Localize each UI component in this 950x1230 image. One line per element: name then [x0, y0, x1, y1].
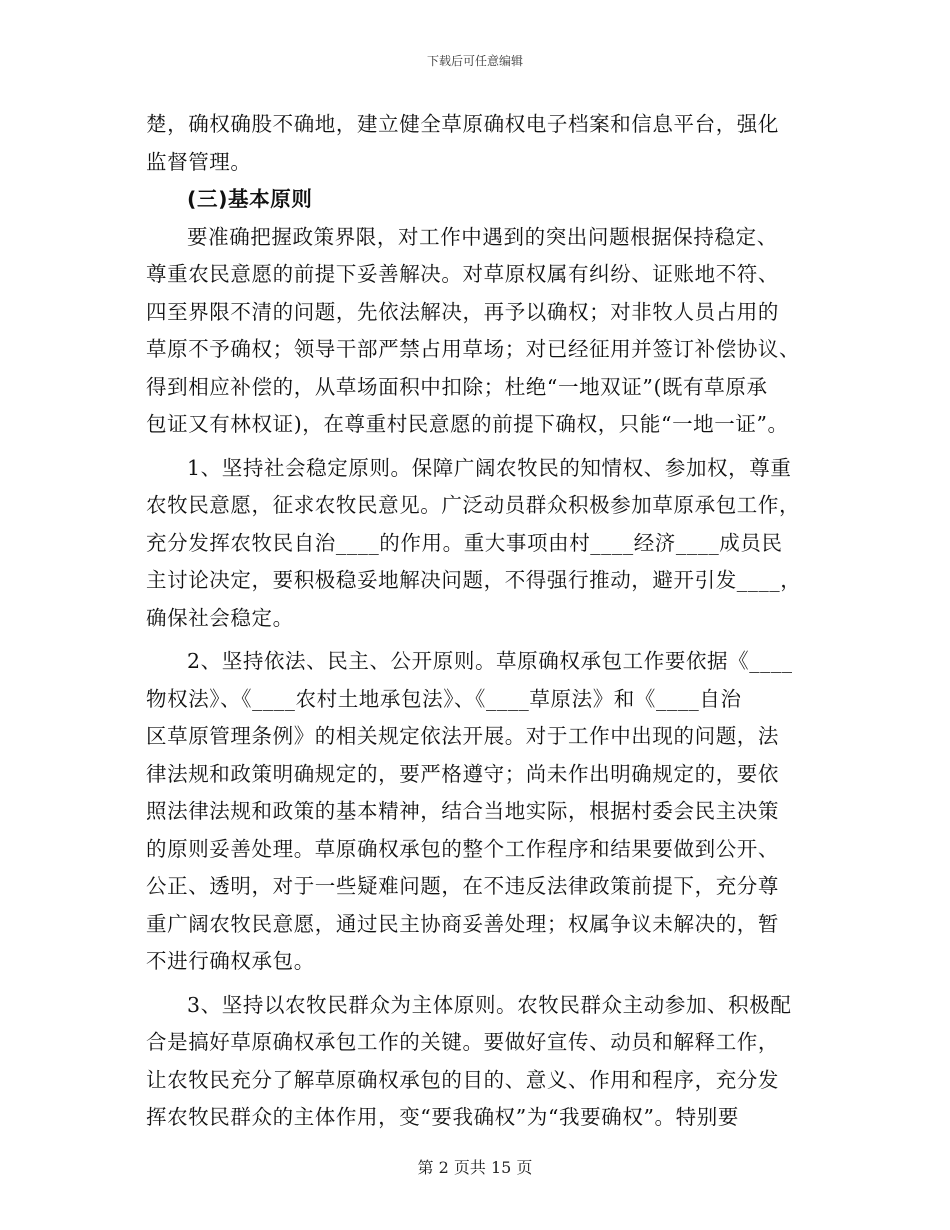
text-line: 要准确把握政策界限，对工作中遇到的突出问题根据保持稳定、	[187, 224, 778, 249]
text-line: 区草原管理条例》的相关规定依法开展。对于工作中出现的问题，法	[146, 724, 779, 748]
paragraph	[146, 987, 826, 1137]
paragraph	[146, 450, 826, 638]
text-line: 挥农牧民群众的主体作用，变“要我确权”为“我要确权”。特别要	[146, 1105, 739, 1129]
text-line: 律法规和政策明确规定的，要严格遵守；尚未作出明确规定的，要依	[146, 761, 779, 786]
text-line: 不进行确权承包。	[146, 949, 315, 973]
text-line: 得到相应补偿的，从草场面积中扣除；杜绝“一地双证”(既有草原承	[146, 374, 768, 399]
text-line: 1、坚持社会稳定原则。保障广阔农牧民的知情权、参加权，尊重	[187, 455, 792, 480]
text-line: 物权法》、《____农村土地承包法》、《____草原法》和《____自治	[146, 686, 742, 711]
text-line: 合是搞好草原确权承包工作的关键。要做好宣传、动员和解释工作，	[146, 1030, 779, 1054]
text-line: 的原则妥善处理。草原确权承包的整个工作程序和结果要做到公开、	[146, 836, 779, 861]
text-line: 重广阔农牧民意愿，通过民主协商妥善处理；权属争议未解决的，暂	[146, 911, 779, 936]
text-line: 充分发挥农牧民自治____的作用。重大事项由村____经济____成员民	[146, 530, 783, 555]
text-line: 包证又有林权证)，在尊重村民意愿的前提下确权，只能“一地一证”。	[146, 412, 789, 436]
text-line: 公正、透明，对于一些疑难问题，在不违反法律政策前提下，充分尊	[146, 874, 779, 898]
text-line: 草原不予确权；领导干部严禁占用草场；对已经征用并签订补偿协议、	[146, 337, 801, 361]
text-line: 农牧民意愿，征求农牧民意见。广泛动员群众积极参加草原承包工作，	[146, 493, 801, 517]
text-line: 楚，确权确股不确地，建立健全草原确权电子档案和信息平台，强化	[146, 112, 779, 136]
paragraph	[146, 219, 826, 444]
paragraph	[146, 106, 826, 181]
section-heading	[146, 181, 826, 219]
paragraph	[146, 643, 826, 981]
text-line: 四至界限不清的问题，先依法解决，再予以确权；对非牧人员占用的	[146, 299, 779, 324]
text-line: 主讨论决定，要积极稳妥地解决问题，不得强行推动，避开引发____，	[146, 568, 802, 592]
page-footer: 第 2 页共 15 页	[417, 1158, 533, 1177]
page-header: 下载后可任意编辑	[426, 54, 523, 68]
text-line: 确保社会稳定。	[146, 605, 294, 630]
text-line: 照法律法规和政策的基本精神，结合当地实际，根据村委会民主决策	[146, 799, 779, 823]
text-line: 监督管理。	[146, 149, 252, 174]
document-body	[146, 106, 826, 1137]
text-line: 尊重农民意愿的前提下妥善解决。对草原权属有纠纷、证账地不符、	[146, 262, 779, 286]
text-line: 让农牧民充分了解草原确权承包的目的、意义、作用和程序，充分发	[146, 1067, 779, 1092]
text-line: 2、坚持依法、民主、公开原则。草原确权承包工作要依据《____	[187, 649, 793, 673]
heading-text: (三)基本原则	[187, 187, 313, 211]
text-line: 3、坚持以农牧民群众为主体原则。农牧民群众主动参加、积极配	[187, 992, 792, 1017]
